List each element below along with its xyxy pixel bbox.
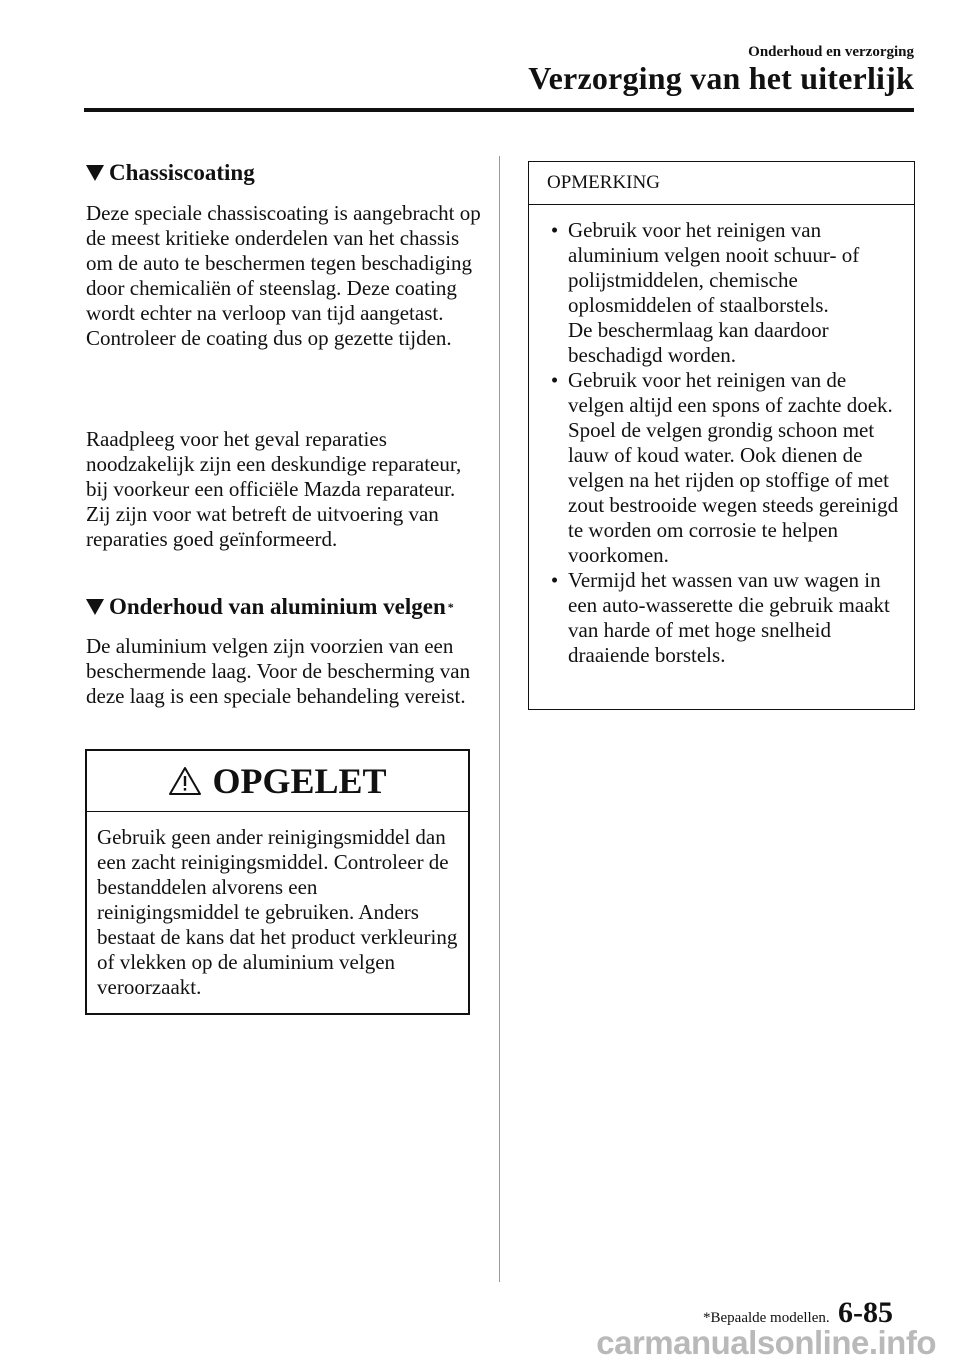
list-item xyxy=(541,368,904,568)
triangle-bullet-icon xyxy=(86,165,104,181)
paragraph: De aluminium velgen zijn voorzien van een beschermende laag. Voor de bescherming van deze laag is een speciale behandeling vereist. xyxy=(86,634,471,708)
bullet: • xyxy=(550,568,559,592)
list-item-text: Vermijd het wassen van uw wagen in een auto-wasserette die gebruik maakt van harde of met hoge snelheid draaiende borstels. xyxy=(568,568,890,667)
caution-text: Gebruik geen ander reinigingsmiddel dan een zacht reinigingsmiddel. Controleer de bestanddelen alvorens een reinigingsmiddel te gebruiken. Anders bestaat de kans dat het product verkleuring of vlekken op de aluminium velgen veroorzaakt. xyxy=(97,825,458,999)
list-item-text: Gebruik voor het reinigen van de velgen altijd een spons of zachte doek. Spoel de velgen grondig schoon met lauw of koud water. Ook dienen de velgen na het rijden op stoffige of met zout bestrooide wegen steeds gereinigd te worden om corrosie te helpen voorkomen. xyxy=(568,368,899,567)
list-item-text: Gebruik voor het reinigen van aluminium velgen nooit schuur- of polijstmiddelen, chemische oplosmiddelen of staalborstels. De beschermlaag kan daardoor beschadigd worden. xyxy=(568,218,860,367)
note-header xyxy=(529,162,914,205)
note-box xyxy=(528,161,915,710)
caution-title: OPGELET xyxy=(212,761,387,801)
note-title: OPMERKING xyxy=(547,172,660,193)
page-number: 6-85 xyxy=(838,1296,893,1329)
header-rule xyxy=(84,108,914,112)
triangle-bullet-icon xyxy=(86,599,104,615)
section-heading-aluminium-velgen: Onderhoud van aluminium velgen * xyxy=(86,594,454,620)
section-heading-chassiscoating xyxy=(86,160,255,186)
chapter-title: Onderhoud en verzorging xyxy=(748,44,914,60)
list-item xyxy=(541,218,904,368)
paragraph: Deze speciale chassiscoating is aangebracht op de meest kritieke onderdelen van het chassis om de auto te beschermen tegen beschadiging door chemicaliën of steenslag. Deze coating wordt echter na verloop van tijd aangetast. Controleer de coating dus op gezette tijden. xyxy=(86,201,481,350)
section-heading-text: Onderhoud van aluminium velgen xyxy=(109,594,446,619)
bullet: • xyxy=(550,218,559,242)
note-list xyxy=(541,218,904,668)
caution-header xyxy=(87,751,468,812)
warning-triangle-icon xyxy=(168,766,202,796)
section-heading-text: Chassiscoating xyxy=(109,160,255,185)
list-item xyxy=(541,568,904,668)
footnote: *Bepaalde modellen. xyxy=(703,1310,830,1326)
watermark: carmanualsonline.info xyxy=(596,1324,936,1361)
column-divider xyxy=(499,156,500,1282)
paragraph: Raadpleeg voor het geval reparaties noodzakelijk zijn een deskundige reparateur, bij voorkeur een officiële Mazda reparateur. Zij zijn voor wat betreft de uitvoering van reparaties goed geïnformeerd. xyxy=(86,427,462,551)
page-title: Verzorging van het uiterlijk xyxy=(528,60,914,96)
caution-box xyxy=(85,749,470,1015)
bullet: • xyxy=(550,368,559,392)
